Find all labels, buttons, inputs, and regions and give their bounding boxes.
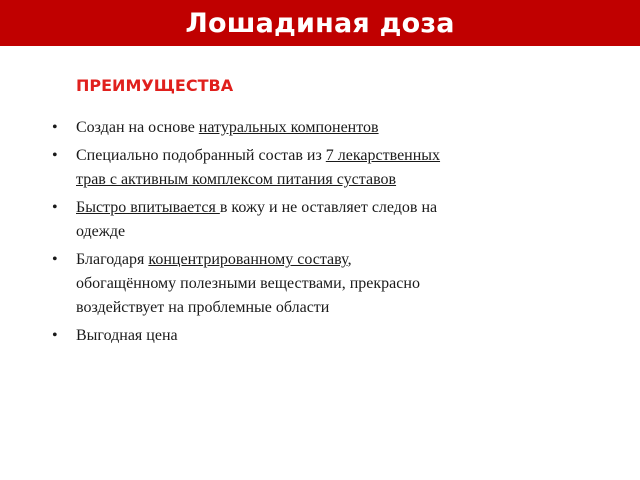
bullet: •: [52, 251, 58, 268]
benefit-text: Создан на основе: [76, 119, 199, 136]
benefits-list: [52, 116, 452, 352]
benefit-underlined-text: натуральных компонентов: [198, 119, 379, 136]
benefit-underlined-text: концентрированному составу: [148, 251, 348, 268]
bullet: •: [52, 119, 58, 136]
benefit-text: Выгодная цена: [76, 327, 178, 344]
benefit-text: , обогащённому полезными веществами, прекрасно воздействует на проблемные области: [76, 251, 420, 316]
list-item: [52, 144, 452, 192]
list-item: [52, 116, 452, 140]
list-item: [52, 248, 452, 320]
benefit-underlined-text: Быстро впитывается: [76, 199, 220, 216]
bullet: •: [52, 327, 58, 344]
list-item: [52, 324, 452, 348]
benefit-text: в кожу и не оставляет следов на одежде: [76, 199, 438, 240]
benefit-underlined-text: 7 лекарственных трав с активным комплексом питания суставов: [76, 147, 441, 188]
list-item: [52, 196, 452, 244]
section-heading: ПРЕИМУЩЕСТВА: [76, 76, 234, 95]
bullet: •: [52, 199, 58, 216]
title-bar: [0, 0, 640, 46]
page-title: Лошадиная доза: [185, 7, 455, 39]
bullet: •: [52, 147, 58, 164]
benefit-text: Специально подобранный состав из: [76, 147, 326, 164]
benefit-text: Благодаря: [76, 251, 149, 268]
